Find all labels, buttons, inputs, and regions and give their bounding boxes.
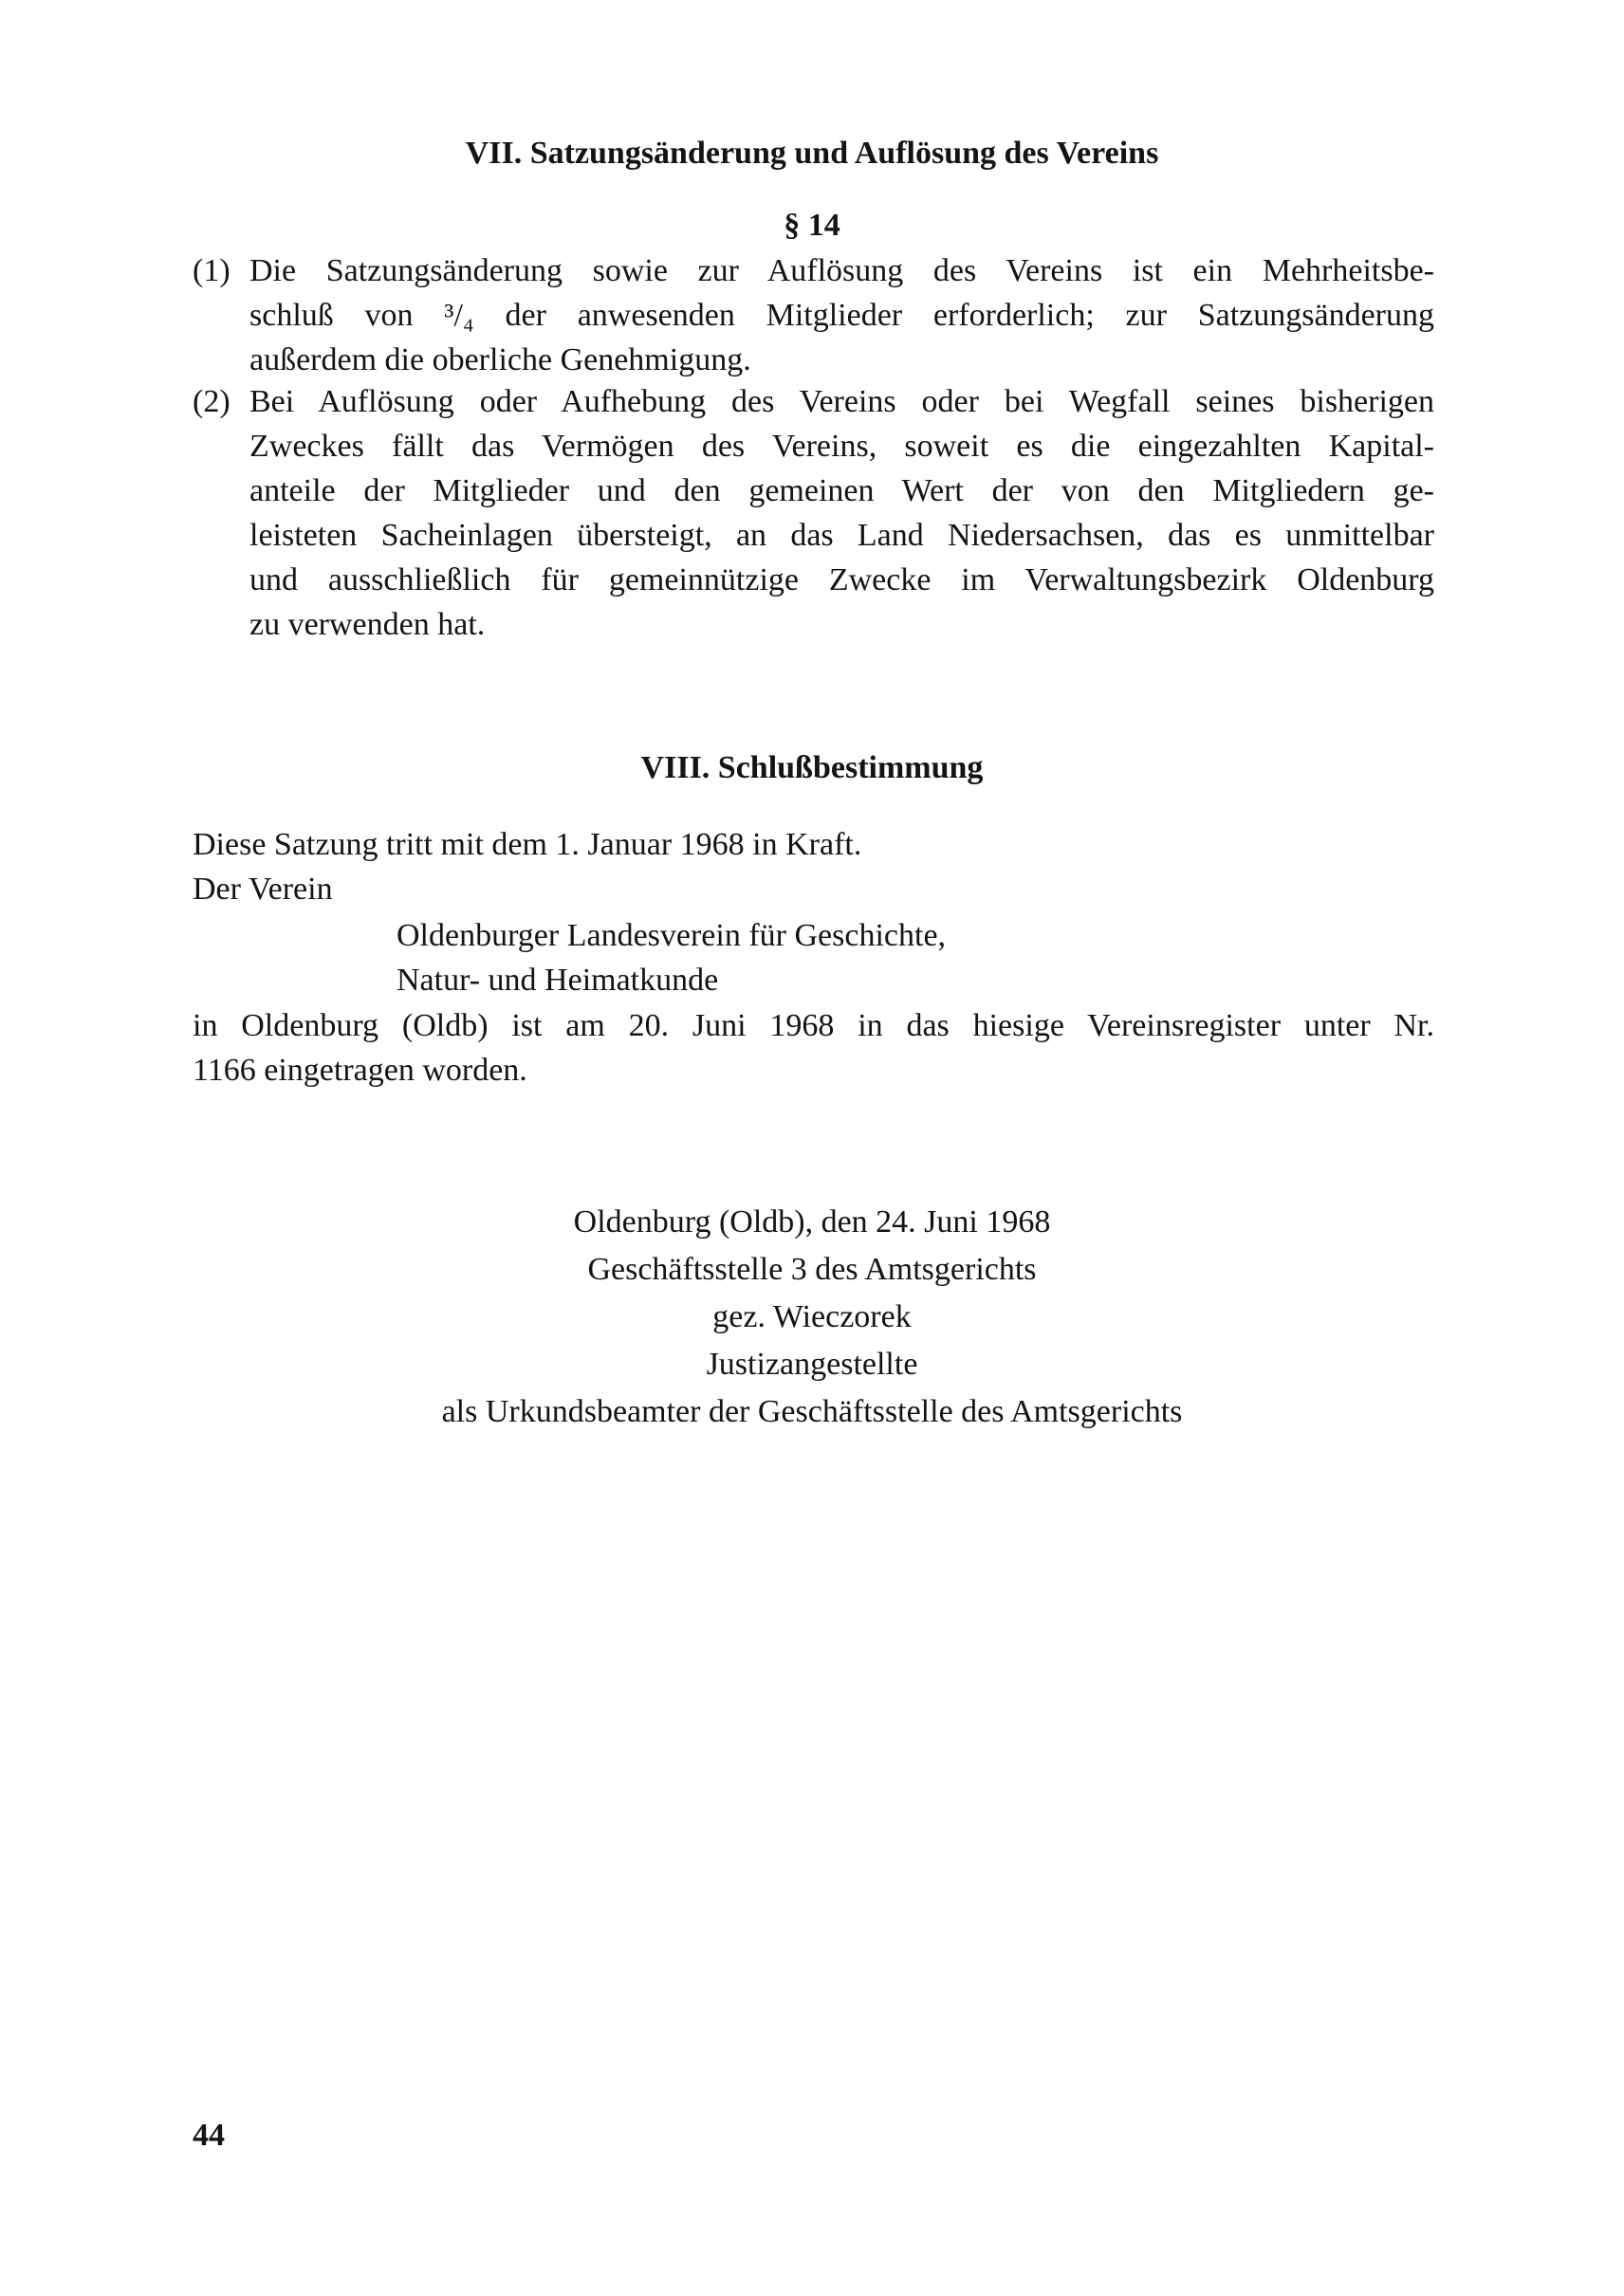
effective-date-line: Diese Satzung tritt mit dem 1. Januar 1968 in Kraft. (193, 827, 862, 862)
registration-line: in Oldenburg (Oldb) ist am 20. Juni 1968 in das hiesige Vereinsregister unter Nr. (193, 1008, 1434, 1043)
para-1-number: (1) (193, 253, 231, 288)
para-1-line: schluß von ³/₄ der anwesenden Mitglieder erforderlich; zur Satzungsänderung (249, 298, 1434, 333)
para-2-line: und ausschließlich für gemeinnützige Zwecke im Verwaltungsbezirk Oldenburg (249, 562, 1434, 597)
paragraph-mark: § 14 (784, 208, 840, 243)
para-1-text (249, 248, 1434, 382)
signature-title: Justizangestellte (706, 1347, 918, 1382)
signature-office: Geschäftsstelle 3 des Amtsgerichts (587, 1252, 1037, 1287)
para-2-number: (2) (193, 384, 231, 419)
registration-number-line: 1166 eingetragen worden. (193, 1053, 527, 1088)
page-number: 44 (193, 2118, 225, 2153)
section-8-heading: VIII. Schlußbestimmung (640, 750, 984, 785)
para-2-line: leisteten Sacheinlagen übersteigt, an das Land Niedersachsen, das es unmittelbar (249, 518, 1434, 553)
para-1-line: Die Satzungsänderung sowie zur Auflösung des Vereins ist ein Mehrheitsbe- (249, 253, 1434, 288)
association-name-line-1: Oldenburger Landesverein für Geschichte, (397, 918, 947, 953)
para-2-line: Zweckes fällt das Vermögen des Vereins, soweit es die eingezahlten Kapital- (249, 429, 1434, 464)
para-2-line: anteile der Mitglieder und den gemeinen Wert der von den Mitgliedern ge- (249, 473, 1434, 508)
section-7-heading: VII. Satzungsänderung und Auflösung des Vereins (465, 136, 1159, 171)
association-intro: Der Verein (193, 872, 333, 907)
association-name-line-2: Natur- und Heimatkunde (397, 963, 719, 998)
para-2-text (249, 379, 1434, 647)
para-2-line: zu verwenden hat. (249, 607, 486, 642)
signature-signed: gez. Wieczorek (712, 1299, 912, 1334)
signature-role: als Urkundsbeamter der Geschäftsstelle des Amtsgerichts (441, 1394, 1183, 1429)
para-1-line: außerdem die oberliche Genehmigung. (249, 342, 751, 377)
signature-place-date: Oldenburg (Oldb), den 24. Juni 1968 (573, 1204, 1051, 1240)
para-2-line: Bei Auflösung oder Aufhebung des Vereins oder bei Wegfall seines bisherigen (249, 384, 1434, 419)
